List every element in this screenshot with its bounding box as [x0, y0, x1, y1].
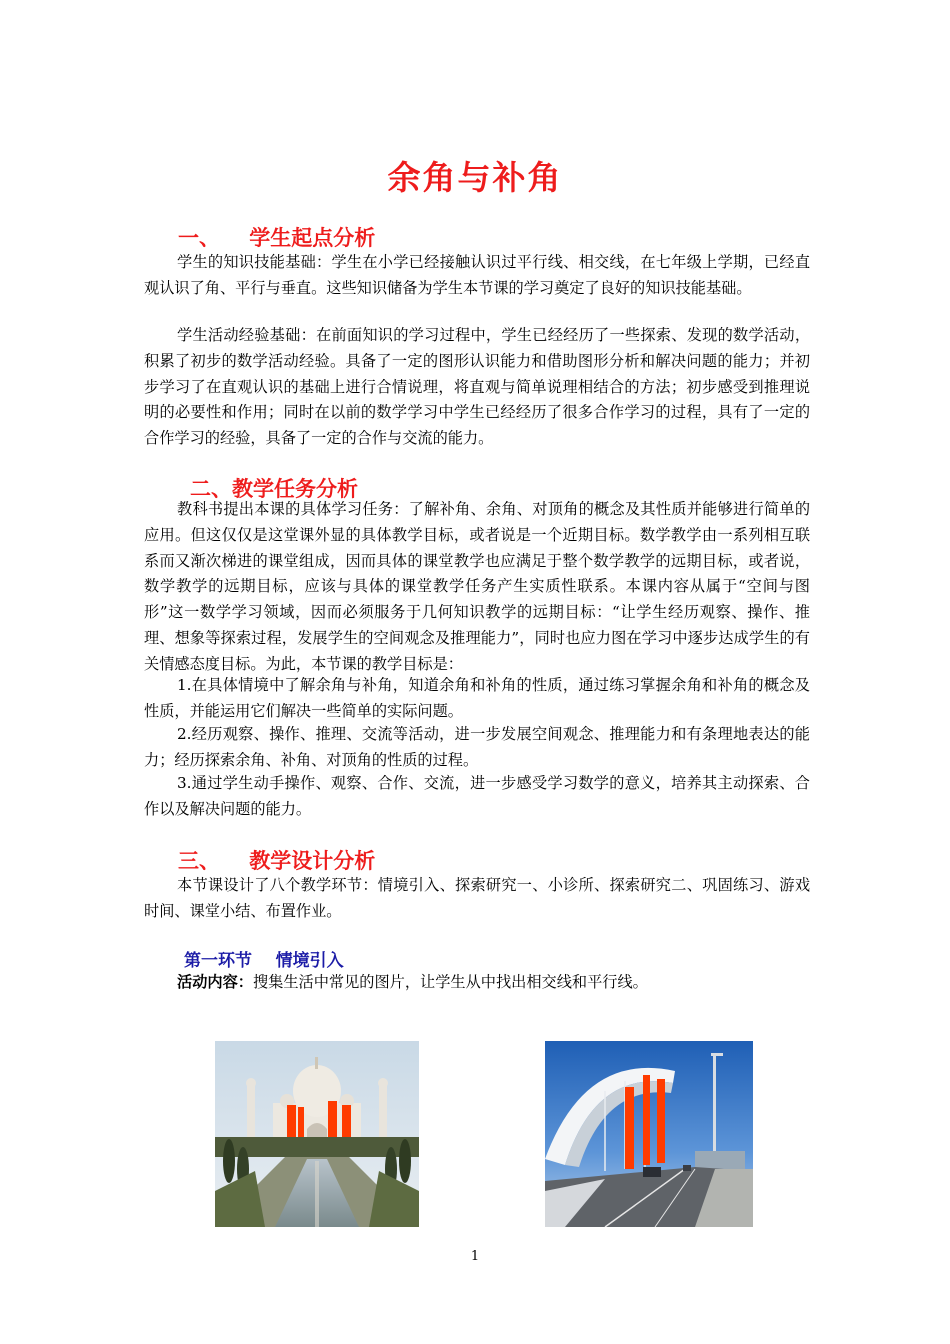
taj-mahal-photo: [215, 1041, 419, 1227]
activity-text: 搜集生活中常见的图片，让学生从中找出相交线和平行线。: [252, 973, 648, 991]
page-number: 1: [470, 1249, 480, 1264]
activity-label: 活动内容：: [177, 973, 253, 991]
activity-content: [144, 970, 810, 996]
document-title: 余角与补角: [387, 158, 563, 197]
section3-heading: 三、 教学设计分析: [178, 849, 376, 873]
section2-goal3: 3.通过学生动手操作、观察、合作、交流，进一步感受学习数学的意义，培养其主动探索、合作以及解决问题的能力。: [144, 774, 810, 818]
section3-paragraph1: 本节课设计了八个教学环节：情境引入、探索研究一、小诊所、探索研究二、巩固练习、游戏时间、课堂小结、布置作业。: [144, 876, 810, 920]
section3-subheading: 第一环节 情境引入: [184, 951, 344, 971]
section1-paragraph1: 学生的知识技能基础：学生在小学已经接触认识过平行线、相交线，在七年级上学期，已经直观认识了角、平行与垂直。这些知识储备为学生本节课的学习奠定了良好的知识技能基础。: [144, 253, 810, 297]
section2-heading: 二、教学任务分析: [190, 477, 358, 501]
section2-goal2: 2.经历观察、操作、推理、交流等活动，进一步发展空间观念、推理能力和有条理地表达的能力；经历探索余角、补角、对顶角的性质的过程。: [144, 725, 810, 769]
section1-heading: 一、 学生起点分析: [178, 226, 376, 250]
section2-paragraph1: 教科书提出本课的具体学习任务：了解补角、余角、对顶角的概念及其性质并能够进行简单的应用。但这仅仅是这堂课外显的具体教学目标，或者说是一个近期目标。数学教学由一系列相互联系而又渐次梯进的课堂组成，因而具体的课堂教学也应满足于整个数学教学的远期目标，或者说，数学教学的远期目标，应该与具体的课堂教学任务产生实质性联系。本课内容从属于“空间与图形”这一数学学习领域，因而必须服务于几何知识教学的远期目标：“让学生经历观察、操作、推理、想象等探索过程，发展学生的空间观念及推理能力”，同时也应力图在学习中逐步达成学生的有关情感态度目标。为此，本节课的教学目标是：: [144, 500, 810, 673]
section2-goal1: 1.在具体情境中了解余角与补角，知道余角和补角的性质，通过练习掌握余角和补角的概念及性质，并能运用它们解决一些简单的实际问题。: [144, 676, 810, 720]
bridge-photo: [545, 1041, 753, 1227]
section1-paragraph2: 学生活动经验基础：在前面知识的学习过程中，学生已经经历了一些探索、发现的数学活动，积累了初步的数学活动经验。具备了一定的图形认识能力和借助图形分析和解决问题的能力；并初步学习了在直观认识的基础上进行合情说理，将直观与简单说理相结合的方法；初步感受到推理说明的必要性和作用；同时在以前的数学学习中学生已经经历了很多合作学习的过程，具有了一定的合作学习的经验，具备了一定的合作与交流的能力。: [144, 326, 810, 448]
